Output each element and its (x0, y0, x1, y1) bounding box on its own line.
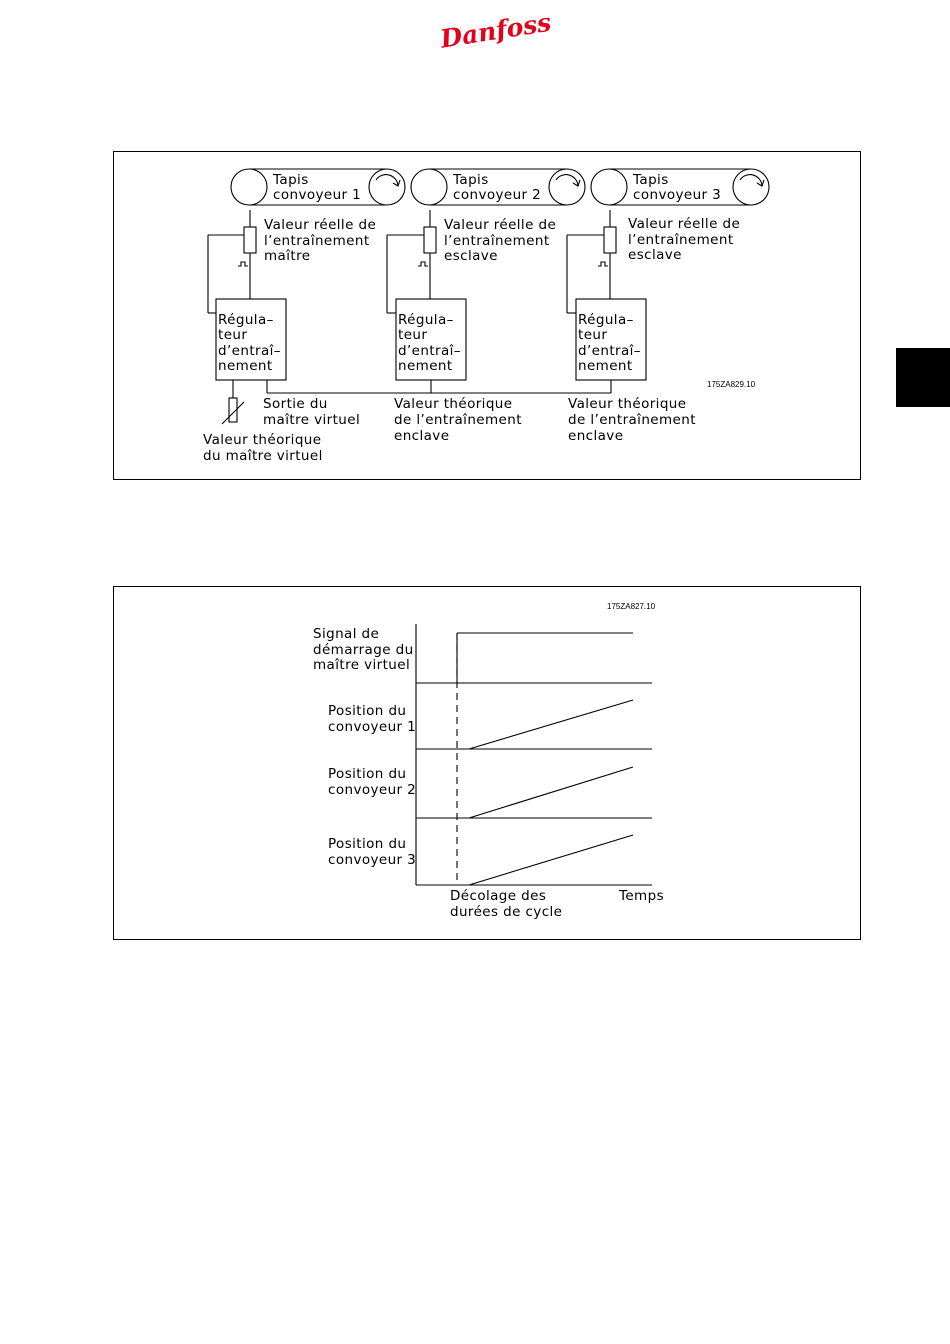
controller-1-line1: Régula– (218, 312, 274, 328)
conveyor-1-label-line1: Tapis (273, 172, 309, 188)
conveyor-3-position-trace (469, 835, 633, 885)
position-1-label-line1: Position du (328, 703, 407, 719)
controller-2-line1: Régula– (398, 312, 454, 328)
start-signal-label-line3: maître virtuel (313, 657, 411, 673)
controller-3-line2: teur (578, 327, 608, 343)
position-1-label-line2: convoyeur 1 (328, 719, 417, 735)
conveyor-2-label-line1: Tapis (453, 172, 489, 188)
controller-1-line4: nement (218, 358, 273, 374)
offset-label-line1: Décolage des (450, 888, 547, 904)
controller-3-line1: Régula– (578, 312, 634, 328)
encoder-2-label-line1: Valeur réelle de (444, 217, 557, 233)
virtual-master-bus (267, 380, 611, 393)
encoder-3-label-line3: esclave (628, 247, 682, 263)
section-tab (896, 348, 950, 407)
conveyor-1-label-line2: convoyeur 1 (273, 187, 362, 203)
encoder-1 (208, 210, 256, 313)
encoder-3 (567, 210, 616, 313)
virtual-setpoint-line2: du maître virtuel (203, 448, 323, 464)
conveyor-3-label-line2: convoyeur 3 (633, 187, 722, 203)
figure-1-code: 175ZA829.10 (707, 380, 756, 389)
position-3-label-line2: convoyeur 3 (328, 852, 417, 868)
controller-3-line3: d’entraî– (578, 343, 641, 359)
potentiometer-icon (222, 380, 244, 424)
position-2-label-line1: Position du (328, 766, 407, 782)
conveyor-2-position-trace (416, 767, 652, 818)
encoder-2 (387, 210, 436, 313)
logo-text: Danfoss (438, 7, 554, 54)
controller-2-line3: d’entraî– (398, 343, 461, 359)
encoder-3-label-line1: Valeur réelle de (628, 216, 741, 232)
controller-2-line4: nement (398, 358, 453, 374)
encoder-1-label-line3: maître (264, 248, 311, 264)
conveyor-system-diagram (113, 151, 861, 480)
slave-setpoint-3-line2: de l’entraînement (568, 412, 696, 428)
conveyor-3-label-line1: Tapis (633, 172, 669, 188)
timing-diagram (113, 586, 861, 940)
controller-3-line4: nement (578, 358, 633, 374)
encoder-2-label-line3: esclave (444, 248, 498, 264)
controller-1-line3: d’entraî– (218, 343, 281, 359)
encoder-3-label-line2: l’entraînement (628, 232, 734, 248)
start-signal-label-line1: Signal de (313, 626, 380, 642)
encoder-2-label-line2: l’entraînement (444, 233, 550, 249)
slave-setpoint-2-line1: Valeur théorique (394, 396, 513, 412)
position-2-label-line2: convoyeur 2 (328, 782, 417, 798)
virtual-setpoint-line1: Valeur théorique (203, 432, 322, 448)
offset-label-line2: durées de cycle (450, 904, 563, 920)
start-signal-label-line2: démarrage du (313, 642, 414, 658)
danfoss-logo (436, 7, 554, 54)
slave-setpoint-3-line3: enclave (568, 428, 624, 444)
encoder-1-label-line2: l’entraînement (264, 233, 370, 249)
slave-setpoint-2-line3: enclave (394, 428, 450, 444)
controller-1-line2: teur (218, 327, 248, 343)
slave-setpoint-3-line1: Valeur théorique (568, 396, 687, 412)
conveyor-1-position-trace (416, 700, 652, 749)
encoder-1-label-line1: Valeur réelle de (264, 217, 377, 233)
figure-2-code: 175ZA827.10 (607, 602, 656, 611)
slave-setpoint-2-line2: de l’entraînement (394, 412, 522, 428)
virtual-output-line2: maître virtuel (263, 412, 361, 428)
start-signal-trace (416, 633, 652, 683)
conveyor-2-label-line2: convoyeur 2 (453, 187, 542, 203)
time-axis-label: Temps (619, 888, 665, 904)
position-3-label-line1: Position du (328, 836, 407, 852)
controller-2-line2: teur (398, 327, 428, 343)
virtual-output-line1: Sortie du (263, 396, 328, 412)
